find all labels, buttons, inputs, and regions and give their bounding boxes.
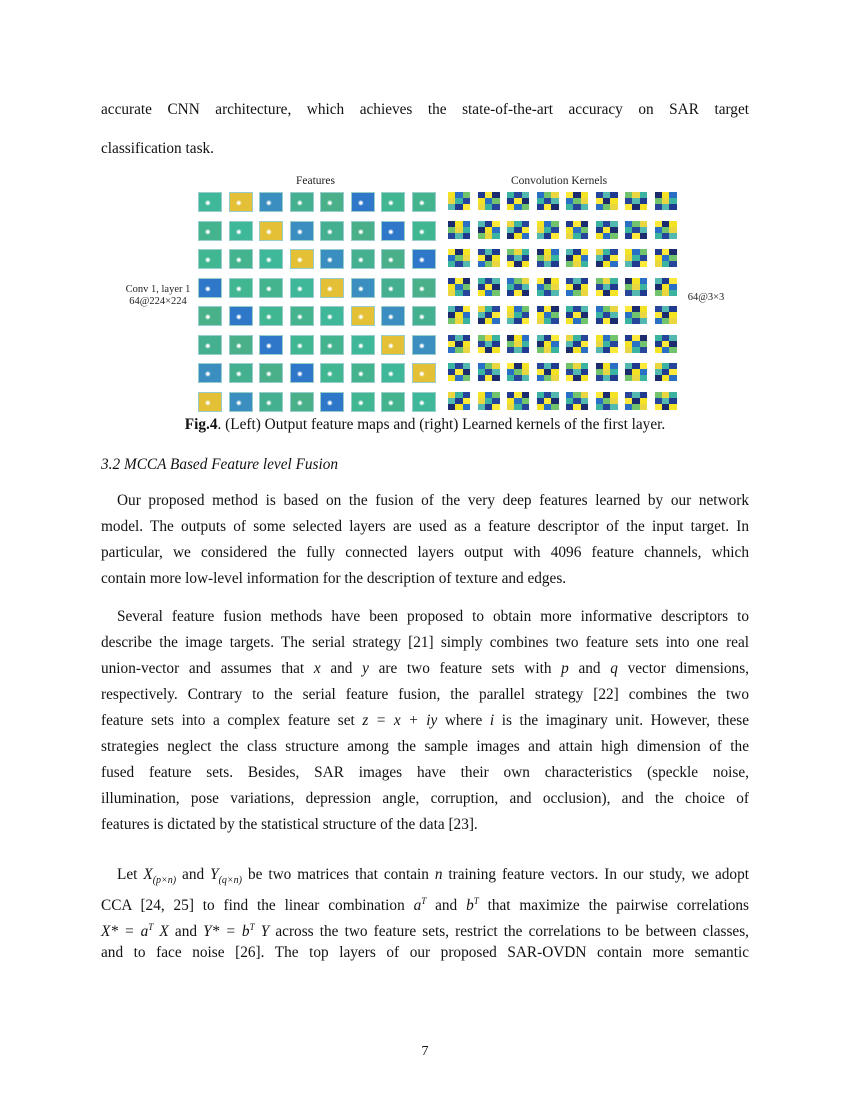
right-label: 64@3×3 (687, 292, 725, 303)
section-heading: 3.2 MCCA Based Feature level Fusion (101, 456, 339, 473)
kernel-tile (507, 249, 529, 267)
feature-map-tile (381, 392, 405, 412)
feature-map-tile (412, 392, 436, 412)
features-title: Features (296, 175, 335, 187)
kernel-tile (537, 392, 559, 410)
feature-map-tile (229, 192, 253, 212)
paragraph-1 (101, 488, 749, 592)
paragraph-2-line: features is dictated by the statistical structure of the data [23]. (101, 816, 478, 833)
feature-map-tile (351, 249, 375, 269)
feature-map-tile (351, 306, 375, 326)
kernel-tile (566, 278, 588, 296)
feature-map-tile (290, 249, 314, 269)
feature-map-tile (198, 392, 222, 412)
feature-map-tile (320, 363, 344, 383)
feature-map-tile (198, 363, 222, 383)
kernel-tile (448, 192, 470, 210)
feature-map-tile (320, 278, 344, 298)
feature-map-tile (320, 306, 344, 326)
paragraph-3-line: and to face noise [26]. The top layers of our proposed SAR-OVDN contain more semantic (101, 944, 749, 961)
intro-line-1: accurate CNN architecture, which achieves the state-of-the-art accuracy on SAR target (101, 101, 749, 118)
feature-map-tile (412, 221, 436, 241)
kernel-tile (596, 363, 618, 381)
page-number: 7 (421, 1044, 429, 1059)
feature-map-tile (198, 278, 222, 298)
kernel-tile (507, 221, 529, 239)
paragraph-2-line: strategies neglect the class structure among the sample images and attain high dimension of the (101, 738, 749, 755)
paragraph-2-line: Several feature fusion methods have been proposed to obtain more informative descriptors to (117, 608, 749, 625)
kernel-tile (596, 249, 618, 267)
kernel-tile (507, 392, 529, 410)
feature-map-tile (259, 192, 283, 212)
feature-map-tile (412, 306, 436, 326)
feature-map-tile (229, 392, 253, 412)
feature-map-tile (229, 249, 253, 269)
paragraph-1-line: particular, we considered the fully connected layers output with 4096 feature channels, which (101, 544, 749, 561)
kernel-tile (625, 221, 647, 239)
kernel-tile (448, 306, 470, 324)
intro-line-2: classification task. (101, 140, 214, 157)
kernel-tile (537, 278, 559, 296)
kernel-tile (448, 363, 470, 381)
kernel-tile (537, 306, 559, 324)
kernel-tile (596, 221, 618, 239)
left-label-line-2: 64@224×224 (129, 296, 187, 307)
feature-map-tile (259, 221, 283, 241)
feature-map-tile (351, 221, 375, 241)
kernels-title: Convolution Kernels (511, 175, 608, 187)
paragraph-2-line: union-vector and assumes that x and y are two feature sets with p and q vector dimensions, (101, 660, 749, 677)
left-label (118, 284, 198, 308)
feature-map-tile (290, 335, 314, 355)
kernel-tile (478, 335, 500, 353)
kernel-tile (655, 392, 677, 410)
feature-map-tile (412, 192, 436, 212)
figure-4 (0, 170, 850, 415)
kernel-tile (448, 335, 470, 353)
kernel-tile (625, 392, 647, 410)
feature-map-tile (412, 278, 436, 298)
feature-map-tile (259, 392, 283, 412)
paragraph-2-line: illumination, pose variations, depression angle, corruption, and occlusion), and the choice of (101, 790, 749, 807)
kernel-tile (566, 306, 588, 324)
kernel-tile (655, 335, 677, 353)
feature-map-tile (259, 306, 283, 326)
kernel-tile (566, 335, 588, 353)
kernel-tile (448, 249, 470, 267)
feature-map-tile (381, 249, 405, 269)
paragraph-1-line: contain more low-level information for the description of texture and edges. (101, 570, 567, 587)
kernel-tile (507, 335, 529, 353)
kernel-tile (625, 363, 647, 381)
feature-map-tile (198, 249, 222, 269)
feature-map-tile (290, 221, 314, 241)
feature-map-tile (351, 363, 375, 383)
kernel-tile (537, 363, 559, 381)
kernel-tile (566, 221, 588, 239)
kernel-tile (448, 221, 470, 239)
caption-text: . (Left) Output feature maps and (right) Learned kernels of the first layer. (217, 416, 666, 433)
kernel-tile (537, 249, 559, 267)
kernel-tile (596, 335, 618, 353)
feature-map-tile (381, 335, 405, 355)
kernel-tile (507, 363, 529, 381)
kernel-tile (537, 221, 559, 239)
feature-map-tile (198, 192, 222, 212)
feature-map-tile (198, 335, 222, 355)
feature-map-tile (381, 221, 405, 241)
kernel-tile (596, 392, 618, 410)
kernel-tile (596, 306, 618, 324)
feature-map-tile (290, 192, 314, 212)
feature-map-tile (381, 306, 405, 326)
kernel-tile (625, 192, 647, 210)
feature-map-tile (381, 192, 405, 212)
kernel-tile (478, 249, 500, 267)
caption-label: Fig.4 (184, 416, 218, 433)
kernel-tile (537, 192, 559, 210)
kernel-tile (655, 306, 677, 324)
feature-map-tile (229, 221, 253, 241)
feature-map-tile (290, 278, 314, 298)
kernel-tile (625, 278, 647, 296)
feature-map-tile (290, 392, 314, 412)
kernel-tile (478, 192, 500, 210)
paragraph-1-line: Our proposed method is based on the fusion of the very deep features learned by our network (117, 492, 749, 509)
feature-map-tile (381, 278, 405, 298)
feature-map-tile (229, 306, 253, 326)
kernel-tile (478, 278, 500, 296)
kernel-tile (566, 249, 588, 267)
feature-map-tile (259, 363, 283, 383)
kernel-tile (566, 363, 588, 381)
kernel-tile (537, 335, 559, 353)
kernel-tile (566, 392, 588, 410)
kernel-tile (625, 249, 647, 267)
kernel-tile (448, 278, 470, 296)
kernel-tile (596, 278, 618, 296)
feature-map-tile (290, 306, 314, 326)
kernel-tile (655, 192, 677, 210)
paragraph-2-line: feature sets into a complex feature set z = x + iy where i is the imaginary unit. However, these (101, 712, 749, 729)
feature-map-tile (351, 192, 375, 212)
paragraph-3-line: $X* = a^T$ X and $Y* = b^T$ Y across the two feature sets, restrict the correlations to be between classes, (101, 922, 749, 941)
paragraph-2-line: respectively. Contrary to the serial feature fusion, the parallel strategy [22] combines the two (101, 686, 749, 703)
feature-map-tile (351, 278, 375, 298)
paragraph-3 (101, 862, 749, 966)
kernel-tile (655, 363, 677, 381)
feature-map-tile (412, 249, 436, 269)
feature-map-tile (412, 335, 436, 355)
figure-caption (0, 416, 850, 434)
kernel-tile (655, 249, 677, 267)
kernel-tile (655, 221, 677, 239)
left-label-line-1: Conv 1, layer 1 (125, 284, 191, 295)
kernel-tile (478, 306, 500, 324)
kernel-tile (625, 306, 647, 324)
feature-map-tile (290, 363, 314, 383)
kernel-tile (596, 192, 618, 210)
feature-map-tile (229, 278, 253, 298)
kernel-tile (448, 392, 470, 410)
feature-map-tile (320, 335, 344, 355)
paragraph-1-line: model. The outputs of some selected layers are used as a feature descriptor of the input target. In (101, 518, 749, 535)
feature-map-tile (320, 221, 344, 241)
kernel-tile (507, 306, 529, 324)
feature-map-tile (351, 335, 375, 355)
feature-map-tile (259, 249, 283, 269)
feature-map-tile (198, 306, 222, 326)
feature-map-tile (381, 363, 405, 383)
paragraph-2-line: fused feature sets. Besides, SAR images have their own characteristics (speckle noise, (101, 764, 749, 781)
feature-map-tile (259, 335, 283, 355)
kernel-tile (478, 392, 500, 410)
kernel-tile (625, 335, 647, 353)
feature-map-tile (259, 278, 283, 298)
feature-map-tile (320, 249, 344, 269)
feature-map-tile (229, 363, 253, 383)
feature-map-tile (198, 221, 222, 241)
kernel-tile (507, 278, 529, 296)
kernel-tile (507, 192, 529, 210)
feature-map-tile (320, 392, 344, 412)
paragraph-3-line: Let $X_{(p\times n)}$ and $Y_{(q\times n)}$ be two matrices that contain n training feature vectors. In our study, we adopt (117, 866, 749, 887)
feature-map-tile (229, 335, 253, 355)
kernel-tile (655, 278, 677, 296)
paragraph-3-line: CCA [24, 25] to find the linear combination $a^T$ and $b^T$ that maximize the pairwise correlations (101, 896, 749, 915)
kernel-tile (566, 192, 588, 210)
kernel-tile (478, 221, 500, 239)
kernel-tile (478, 363, 500, 381)
feature-map-tile (412, 363, 436, 383)
feature-map-tile (320, 192, 344, 212)
paragraph-2-line: describe the image targets. The serial strategy [21] simply combines two feature sets into one real (101, 634, 749, 651)
paragraph-2 (101, 604, 749, 838)
feature-map-tile (351, 392, 375, 412)
